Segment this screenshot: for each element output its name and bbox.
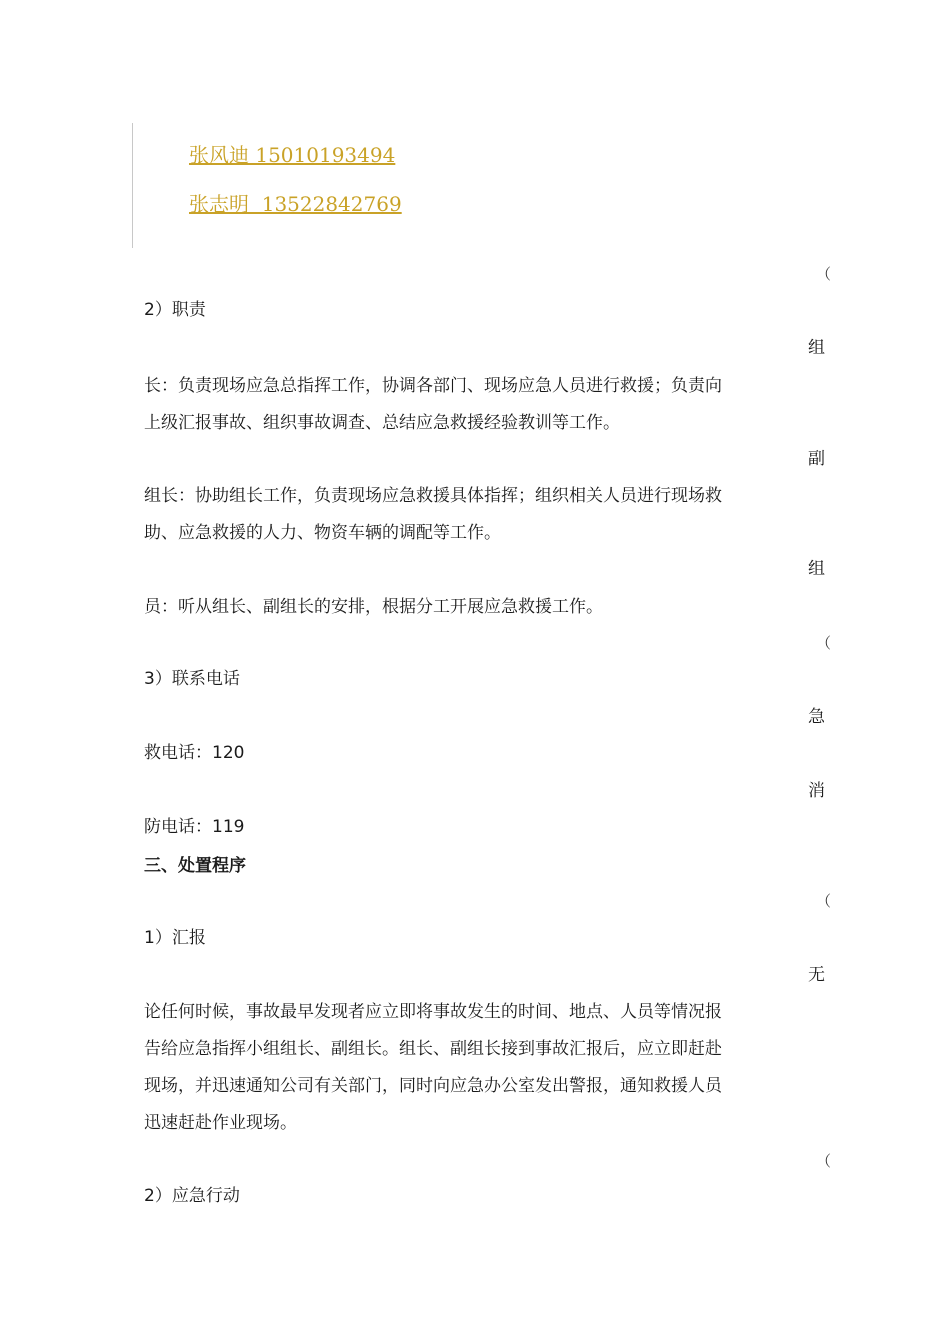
line-start-char: 组 [808,559,825,579]
paragraph-line: 迅速赶赴作业现场。 [144,1113,297,1133]
paren-mark: （ [816,265,832,283]
phone-line-first-aid: 救电话：120 [144,743,245,763]
paren-mark: （ [816,1152,832,1170]
paren-mark: （ [816,634,832,652]
contact-link-2[interactable]: 张志明 13522842769 [189,192,402,216]
section-heading-report: 1）汇报 [144,928,206,948]
line-start-char: 无 [808,965,825,985]
paragraph-line: 助、应急救援的人力、物资车辆的调配等工作。 [144,523,501,543]
phone-line-fire: 防电话：119 [144,817,245,837]
line-start-char: 消 [808,781,825,801]
paragraph-line: 论任何时候，事故最早发现者应立即将事故发生的时间、地点、人员等情况报 [144,1002,722,1022]
paragraph-line: 上级汇报事故、组织事故调查、总结应急救援经验教训等工作。 [144,413,620,433]
section-heading-phone: 3）联系电话 [144,669,240,689]
paragraph-line: 长：负责现场应急总指挥工作，协调各部门、现场应急人员进行救援；负责向 [144,376,722,396]
paragraph-line: 员：听从组长、副组长的安排，根据分工开展应急救援工作。 [144,597,603,617]
paragraph-line: 告给应急指挥小组组长、副组长。组长、副组长接到事故汇报后，应立即赶赴 [144,1039,722,1059]
contact-link-1[interactable]: 张风迪 15010193494 [189,143,396,167]
section-heading-duties: 2）职责 [144,300,206,320]
paragraph-line: 组长：协助组长工作，负责现场应急救援具体指挥；组织相关人员进行现场救 [144,486,722,506]
line-start-char: 组 [808,338,825,358]
paren-mark: （ [816,892,832,910]
paragraph-line: 现场，并迅速通知公司有关部门，同时向应急办公室发出警报，通知救援人员 [144,1076,722,1096]
line-start-char: 急 [808,707,825,727]
margin-divider [132,123,133,248]
line-start-char: 副 [808,449,825,469]
chapter-title: 三、处置程序 [144,856,246,876]
section-heading-action: 2）应急行动 [144,1186,240,1206]
